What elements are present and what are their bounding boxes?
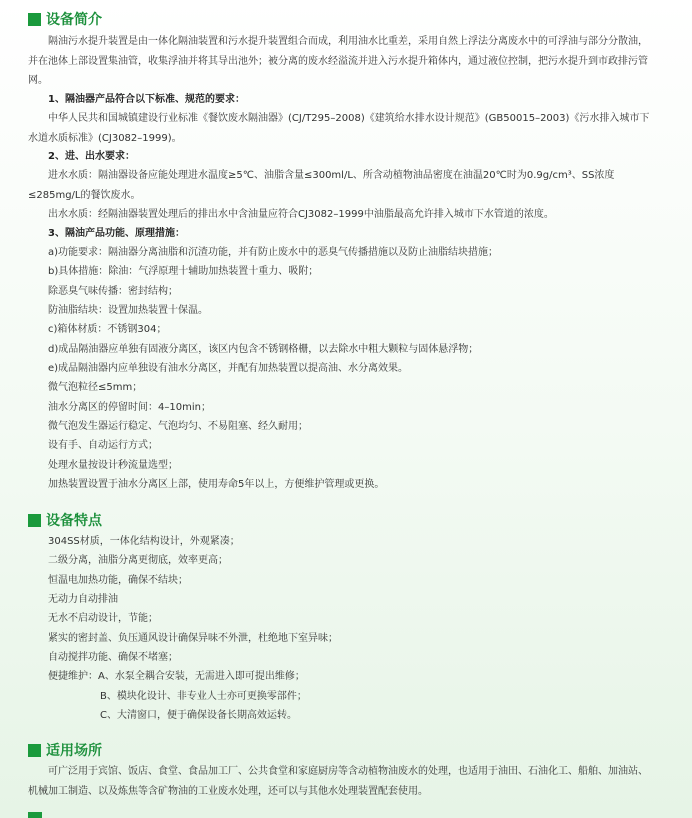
feature-line: 二级分离，油脂分离更彻底，效率更高； [48, 555, 228, 566]
feature-line: 自动搅拌功能、确保不堵塞； [48, 652, 178, 663]
feature-line: 无动力自动排油 [48, 594, 118, 605]
function-line: 微气泡发生器运行稳定、气泡均匀、不易阻塞、经久耐用； [48, 421, 308, 432]
heading-functions: 3、隔油产品功能、原理措施： [48, 228, 185, 239]
function-line: 处理水量按设计秒流量选型； [48, 460, 178, 471]
function-line: c)箱体材质：不锈钢304； [48, 324, 167, 335]
function-line: 微气泡粒径≤5mm； [48, 382, 143, 393]
heading-water-requirements: 2、进、出水要求： [48, 151, 135, 162]
outlet-water-line: 出水水质：经隔油器装置处理后的排出水中含油量应符合CJ3082–1999中油脂最高允许排入城市下水管道的浓度。 [48, 209, 554, 220]
feature-subline: B、模块化设计、非专业人士亦可更换零部件； [100, 691, 307, 702]
function-line: 设有手、自动运行方式； [48, 440, 158, 451]
section-title-applications [28, 741, 102, 759]
section-title-intro [28, 10, 102, 28]
feature-subline: C、大清窗口，便于确保设备长期高效运转。 [100, 710, 297, 721]
green-square-icon [28, 514, 41, 527]
function-line: d)成品隔油器应单独有固液分离区，该区内包含不锈钢格栅，以去除水中粗大颗粒与固体悬浮物； [48, 344, 479, 355]
section-title-text: 设备特点 [46, 513, 102, 529]
function-line: a)功能要求：隔油器分离油脂和沉渣功能，并有防止废水中的恶臭气传播措施以及防止油脂结块措施； [48, 247, 499, 258]
section-title-text: 适用场所 [46, 743, 102, 759]
function-line: b)具体措施：除油：气浮原理十辅助加热装置十重力、吸附； [48, 266, 319, 277]
function-line: 防油脂结块：设置加热装置十保温。 [48, 305, 208, 316]
feature-line: 无水不启动设计，节能； [48, 613, 158, 624]
next-section-marker [28, 812, 42, 818]
section-title-features [28, 511, 102, 529]
feature-line: 304SS材质，一体化结构设计，外观紧凑； [48, 536, 240, 547]
green-square-icon [28, 13, 41, 26]
function-line: 加热装置设置于油水分离区上部，使用寿命5年以上，方便维护管理或更换。 [48, 479, 385, 490]
section-title-text: 设备简介 [46, 12, 102, 28]
function-line: e)成品隔油器内应单独设有油水分离区，并配有加热装置以提高油、水分离效果。 [48, 363, 409, 374]
green-square-icon [28, 744, 41, 757]
function-line: 油水分离区的停留时间：4–10min； [48, 402, 211, 413]
feature-line: 恒温电加热功能，确保不结块； [48, 575, 188, 586]
intro-paragraph: 隔油污水提升装置是由一体化隔油装置和污水提升装置组合而成，利用油水比重差，采用自然上浮法分离废水中的可浮油与部分分散油，并在池体上部设置集油管，收集浮油并将其导出池外；被分离的废水经溢流并进入污水提升箱体内，通过液位控制，把污水提升到市政排污管网。 [28, 36, 648, 86]
function-line: 除恶臭气味传播：密封结构； [48, 286, 178, 297]
applications-paragraph: 可广泛用于宾馆、饭店、食堂、食品加工厂、公共食堂和家庭厨房等含动植物油废水的处理，也适用于油田、石油化工、船舶、加油站、机械加工制造、以及炼焦等含矿物油的工业废水处理，还可以与其他水处理装置配套使用。 [28, 766, 648, 797]
feature-line: 便捷维护：A、水泵全耦合安装，无需进入即可提出维修； [48, 671, 305, 682]
inlet-water-paragraph: 进水水质：隔油器设备应能处理进水温度≥5℃、油脂含量≤300ml/L、所含动植物油品密度在油温20℃时为0.9g/cm³、SS浓度≤285mg/L的餐饮废水。 [28, 170, 615, 201]
feature-line: 紧实的密封盖、负压通风设计确保异味不外泄，杜绝地下室异味； [48, 633, 338, 644]
heading-standards: 1、隔油器产品符合以下标准、规范的要求： [48, 94, 245, 105]
standards-paragraph: 中华人民共和国城镇建设行业标准《餐饮废水隔油器》(CJ/T295–2008)《建筑给水排水设计规范》(GB50015–2003)《污水排入城市下水道水质标准》(CJ3082–1999)。 [28, 113, 650, 144]
